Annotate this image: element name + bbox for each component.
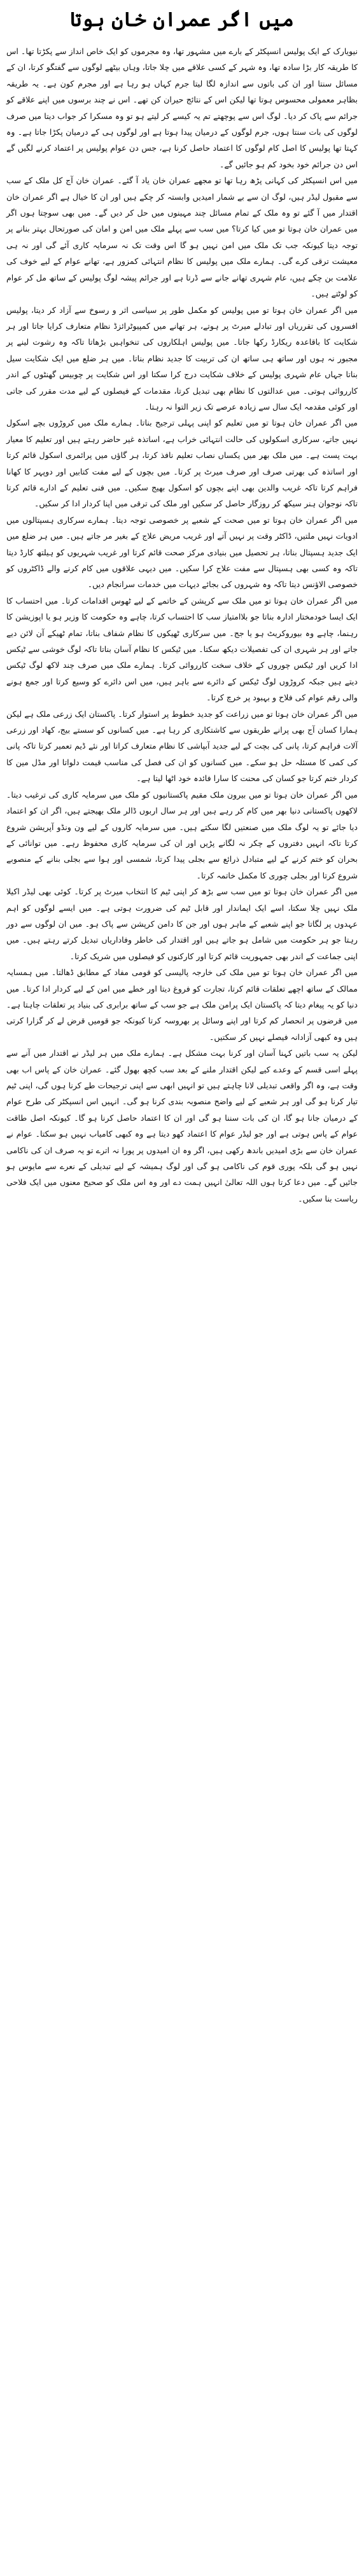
article-paragraph: میں اس انسپکٹر کی کہانی پڑھ رہا تھا تو مجھے عمران خان یاد آ گئے۔ عمران خان آج کل ملک کے سب سے مقبول لیڈر ہیں، لوگ ان سے بے شمار امیدیں وابستہ کر چکے ہیں اور ان کا خیال ہے اگر عمران خان اقتدار میں آ گئے تو وہ ملک کے تمام مسائل چند مہینوں میں حل کر دیں گے۔ میں بھی سوچتا ہوں اگر میں عمران خان ہوتا تو میں کیا کرتا؟ میں سب سے پہلے ملک میں امن و امان کی صورتحال بہتر بنانے پر توجہ دیتا کیونکہ جب تک ملک میں امن نہیں ہو گا اس وقت تک نہ سرمایہ کاری آئے گی اور نہ ہی معیشت ترقی کرے گی۔ ہمارے ملک میں پولیس کا نظام انتہائی کمزور ہے، تھانے عوام کے لیے خوف کی علامت بن چکے ہیں، عام شہری تھانے جانے سے ڈرتا ہے اور جرائم پیشہ لوگ پولیس کے ساتھ مل کر عوام کو لوٹتے ہیں۔ bbox=[6, 176, 358, 299]
article-paragraph: میں اگر عمران خان ہوتا تو میں بیرون ملک مقیم پاکستانیوں کو ملک میں سرمایہ کاری کی ترغیب دیتا۔ لاکھوں پاکستانی دنیا بھر میں کام کر رہے ہیں اور ہر سال اربوں ڈالر ملک بھیجتے ہیں، اگر ان کو اعتماد دیا جائے تو یہ لوگ ملک میں صنعتیں لگا سکتے ہیں۔ میں سرمایہ کاروں کے لیے ون ونڈو آپریشن شروع کرتا تاکہ انہیں دفتروں کے چکر نہ لگانے پڑیں اور ان کی سرمایہ کاری محفوظ رہے۔ میں توانائی کے بحران کو ختم کرنے کے لیے متبادل ذرائع سے بجلی پیدا کرتا، شمسی اور ہوا سے بجلی بنانے کے منصوبے شروع کرتا اور بجلی چوری کا مکمل خاتمہ کرتا۔ bbox=[6, 789, 358, 880]
article-paragraph: لیکن یہ سب باتیں کہنا آسان اور کرنا بہت مشکل ہے۔ ہمارے ملک میں ہر لیڈر نے اقتدار میں آنے سے پہلے اسی قسم کے وعدے کیے لیکن اقتدار ملنے کے بعد سب کچھ بھول گئے۔ عمران خان کے پاس اب بھی وقت ہے، وہ اگر واقعی تبدیلی لانا چاہتے ہیں تو انہیں ابھی سے اپنی ترجیحات طے کرنا ہوں گی، اپنی ٹیم تیار کرنا ہو گی اور ہر شعبے کے لیے واضح منصوبہ بندی کرنا ہو گی۔ انہیں اس انسپکٹر کی طرح عوام کے درمیان جانا ہو گا، ان کی بات سننا ہو گی اور ان کا اعتماد حاصل کرنا ہو گا۔ کیونکہ اصل طاقت عوام کے پاس ہوتی ہے اور جو لیڈر عوام کا اعتماد کھو دیتا ہے وہ کبھی کامیاب نہیں ہو سکتا۔ عوام نے عمران خان سے بڑی امیدیں باندھ رکھی ہیں، اگر وہ ان امیدوں پر پورا نہ اترے تو یہ صرف ان کی ناکامی نہیں ہو گی بلکہ پوری قوم کی ناکامی ہو گی اور لوگ ہمیشہ کے لیے تبدیلی کے نعرے سے مایوس ہو جائیں گے۔ میں دعا کرتا ہوں اللہ تعالیٰ انہیں ہمت دے اور وہ اس ملک کو صحیح معنوں میں ایک فلاحی ریاست بنا سکیں۔ bbox=[6, 1048, 358, 1203]
article-paragraph: میں اگر عمران خان ہوتا تو میں ملک سے کرپشن کے خاتمے کے لیے ٹھوس اقدامات کرتا۔ میں احتساب کا ایک ایسا خودمختار ادارہ بناتا جو بلاامتیاز سب کا احتساب کرتا، چاہے وہ حکومت کا وزیر ہو یا اپوزیشن کا رہنما، چاہے وہ بیوروکریٹ ہو یا جج۔ میں سرکاری ٹھیکوں کا نظام شفاف بناتا، تمام ٹھیکے آن لائن دیے جاتے اور ہر شہری ان کی تفصیلات دیکھ سکتا۔ میں ٹیکس کا نظام آسان بناتا تاکہ لوگ خوشی سے ٹیکس ادا کریں اور ٹیکس چوروں کے خلاف سخت کارروائی کرتا۔ ہمارے ملک میں صرف چند لاکھ لوگ ٹیکس دیتے ہیں جبکہ کروڑوں لوگ ٹیکس کے دائرے سے باہر ہیں، میں اس دائرے کو وسیع کرتا اور جمع ہونے والی رقم عوام کی فلاح و بہبود پر خرچ کرتا۔ bbox=[6, 595, 358, 703]
article-paragraph: میں اگر عمران خان ہوتا تو میں صحت کے شعبے پر خصوصی توجہ دیتا۔ ہمارے سرکاری ہسپتالوں میں ادویات نہیں ملتیں، ڈاکٹر وقت پر نہیں آتے اور غریب مریض علاج کے بغیر مر جاتے ہیں۔ میں ہر ضلع میں ایک جدید ہسپتال بناتا، ہر تحصیل میں بنیادی مرکز صحت قائم کرتا اور غریب شہریوں کو ہیلتھ کارڈ دیتا تاکہ وہ کسی بھی ہسپتال سے مفت علاج کرا سکیں۔ میں دیہی علاقوں میں کام کرنے والے ڈاکٹروں کو خصوصی الاؤنس دیتا تاکہ وہ شہروں کی بجائے دیہات میں خدمات سرانجام دیں۔ bbox=[6, 515, 358, 590]
article-paragraph: میں اگر عمران خان ہوتا تو میں ملک کی خارجہ پالیسی کو قومی مفاد کے مطابق ڈھالتا۔ میں ہمسایہ ممالک کے ساتھ اچھے تعلقات قائم کرتا، تجارت کو فروغ دیتا اور خطے میں امن کے لیے کردار ادا کرتا۔ میں دنیا کو یہ پیغام دیتا کہ پاکستان ایک پرامن ملک ہے جو سب کے ساتھ برابری کی بنیاد پر تعلقات چاہتا ہے۔ میں قرضوں پر انحصار کم کرتا اور اپنے وسائل پر بھروسہ کرتا کیونکہ جو قومیں قرض لے کر گزارا کرتی ہیں وہ کبھی آزادانہ فیصلے نہیں کر سکتیں۔ bbox=[6, 967, 358, 1042]
article-paragraph: میں اگر عمران خان ہوتا تو میں تعلیم کو اپنی پہلی ترجیح بناتا۔ ہمارے ملک میں کروڑوں بچے اسکول نہیں جاتے، سرکاری اسکولوں کی حالت انتہائی خراب ہے، اساتذہ غیر حاضر رہتے ہیں اور تعلیم کا معیار بہت پست ہے۔ میں ملک بھر میں یکساں نصاب تعلیم نافذ کرتا، ہر گاؤں میں پرائمری اسکول قائم کرتا اور اساتذہ کی بھرتی صرف اور صرف میرٹ پر کرتا۔ میں بچوں کے لیے مفت کتابیں اور دوپہر کا کھانا فراہم کرتا تاکہ غریب والدین بھی اپنے بچوں کو اسکول بھیج سکیں۔ میں فنی تعلیم کے ادارے قائم کرتا تاکہ نوجوان ہنر سیکھ کر روزگار حاصل کر سکیں اور ملک کی ترقی میں اپنا کردار ادا کر سکیں۔ bbox=[6, 418, 358, 509]
article-paragraph: میں اگر عمران خان ہوتا تو میں پولیس کو مکمل طور پر سیاسی اثر و رسوخ سے آزاد کر دیتا، پولیس افسروں کی تقرریاں اور تبادلے میرٹ پر ہوتے، ہر تھانے میں کمپیوٹرائزڈ نظام متعارف کرایا جاتا اور ہر شکایت کا باقاعدہ ریکارڈ رکھا جاتا۔ میں پولیس اہلکاروں کی تنخواہیں بڑھاتا تاکہ وہ رشوت لینے پر مجبور نہ ہوں اور ساتھ ہی ساتھ ان کی تربیت کا جدید نظام بناتا۔ میں ہر ضلع میں ایک شکایت سیل بناتا جہاں عام شہری پولیس کے خلاف شکایت درج کرا سکتا اور اس شکایت پر چوبیس گھنٹوں کے اندر کارروائی ہوتی۔ میں عدالتوں کا نظام بھی تبدیل کرتا، مقدمات کے فیصلوں کے لیے مدت مقرر کی جاتی اور کوئی مقدمہ ایک سال سے زیادہ عرصے تک زیر التوا نہ رہتا۔ bbox=[6, 305, 358, 412]
article-body bbox=[6, 43, 358, 1207]
article-paragraph: میں اگر عمران خان ہوتا تو میں زراعت کو جدید خطوط پر استوار کرتا۔ پاکستان ایک زرعی ملک ہے لیکن ہمارا کسان آج بھی پرانے طریقوں سے کاشتکاری کر رہا ہے۔ میں کسانوں کو سستے بیج، کھاد اور زرعی آلات فراہم کرتا، پانی کی بچت کے لیے جدید آبپاشی کا نظام متعارف کراتا اور نئے ڈیم تعمیر کرتا تاکہ پانی کی کمی کا مسئلہ حل ہو سکے۔ میں کسانوں کو ان کی فصل کی مناسب قیمت دلواتا اور مڈل مین کا کردار ختم کرتا جو کسان کی محنت کا سارا فائدہ خود اٹھا لیتا ہے۔ bbox=[6, 709, 358, 784]
article-headline: میں اگر عمران خان ہوتا bbox=[70, 8, 294, 31]
article-paragraph: میں اگر عمران خان ہوتا تو میں سب سے بڑھ کر اپنی ٹیم کا انتخاب میرٹ پر کرتا۔ کوئی بھی لیڈر اکیلا ملک نہیں چلا سکتا، اسے ایک ایماندار اور قابل ٹیم کی ضرورت ہوتی ہے۔ میں ایسے لوگوں کو اہم عہدوں پر لگاتا جو اپنے شعبے کے ماہر ہوں اور جن کا دامن کرپشن سے پاک ہو۔ میں ان لوگوں سے دور رہتا جو ہر حکومت میں شامل ہو جاتے ہیں اور اقتدار کی خاطر وفاداریاں تبدیل کرتے رہتے ہیں۔ میں اپنی جماعت کے اندر بھی جمہوریت قائم کرتا اور کارکنوں کو فیصلوں میں شریک کرتا۔ bbox=[6, 887, 358, 961]
article-paragraph: نیویارک کے ایک پولیس انسپکٹر کے بارے میں مشہور تھا، وہ مجرموں کو ایک خاص انداز سے پکڑتا تھا۔ اس کا طریقہ کار بڑا سادہ تھا، وہ شہر کے کسی علاقے میں چلا جاتا، وہاں بیٹھے لوگوں سے گفتگو کرتا، ان کے مسائل سنتا اور ان کی باتوں سے اندازہ لگا لیتا جرم کہاں ہو رہا ہے اور مجرم کون ہے۔ یہ طریقہ بظاہر معمولی محسوس ہوتا تھا لیکن اس کے نتائج حیران کن تھے۔ اس نے چند برسوں میں اپنے علاقے کو جرائم سے پاک کر دیا۔ لوگ اس سے پوچھتے تم یہ کیسے کر لیتے ہو تو وہ مسکرا کر جواب دیتا میں صرف لوگوں کی بات سنتا ہوں، جرم لوگوں کے درمیان پیدا ہوتا ہے اور لوگوں ہی کے درمیان پکڑا جاتا ہے۔ وہ کہتا تھا پولیس کا اصل کام لوگوں کا اعتماد حاصل کرنا ہے، جس دن عوام پولیس پر اعتماد کرنے لگیں گے اس دن جرائم خود بخود کم ہو جائیں گے۔ bbox=[6, 46, 358, 169]
